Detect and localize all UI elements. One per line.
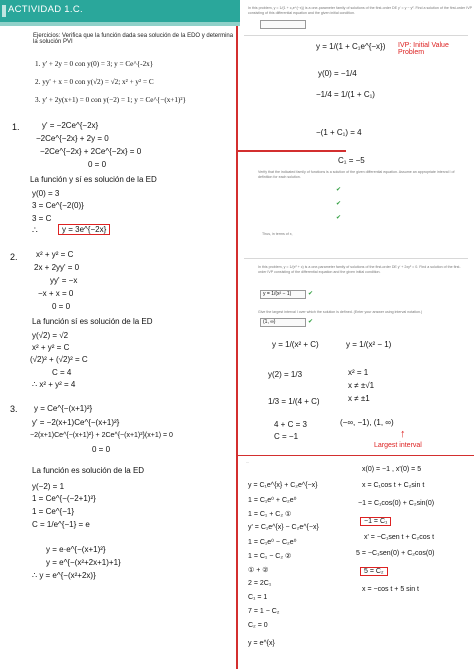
p2-line: 0 = 0 [52, 302, 71, 311]
p3-line: y' = −2(x+1)Ce^{−(x+1)²} [32, 418, 120, 427]
problem-d-text: ... [246, 460, 249, 464]
ivp2-left-line: 1/3 = 1/(4 + C) [268, 397, 320, 406]
problem-b-text: Verify that the indicated family of functions is a solution of the given differential equation. Assume an appropriate interval I of definition for each solution. [258, 170, 455, 179]
p3-line: La función es solución de la ED [32, 466, 145, 475]
bl-line: ① + ② [248, 567, 269, 574]
problem-c-answer-input[interactable]: y = 1/(x² − 1) [260, 290, 306, 299]
problem-2-number: 2. [10, 252, 18, 262]
p2-line: C = 4 [52, 368, 72, 377]
p2-line: x² + y² = C [36, 250, 74, 259]
header-accent-strip [0, 22, 240, 26]
equation-2: 2. yy' + x = 0 con y(√2) = √2; x² + y² = C [35, 78, 154, 86]
br-line: x = −cos t + 5 sin t [362, 586, 420, 593]
p1-answer-boxed: y = 3e^{−2x} [58, 224, 110, 235]
problem-3-number: 3. [10, 404, 18, 414]
p3-line: y = e·e^{−(x+1)²} [46, 545, 106, 554]
activity-header [0, 0, 240, 22]
p2-line: yy' = −x [50, 276, 78, 285]
ivp-col-line: y(0) = −1/4 [318, 69, 357, 78]
p3-line: y(−2) = 1 [32, 482, 65, 491]
bl-line: 7 = 1 − C₂ [248, 608, 280, 615]
p1-line: La función y sí es solución de la ED [30, 175, 157, 184]
p3-line: 1 = Ce^{−1} [32, 507, 75, 516]
p2-line: −x + x = 0 [38, 289, 74, 298]
bl-line: 1 = C₁ − C₂ ② [248, 553, 292, 560]
p3-line: y = e^{−(x²+2x+1)+1} [46, 558, 121, 567]
arrow-up-icon: ↑ [400, 428, 406, 440]
equation-1: 1. y' + 2y = 0 con y(0) = 3; y = Ce^{-2x} [35, 60, 154, 68]
ivp-col-line: C₁ = −5 [338, 156, 365, 165]
panel-divider [244, 258, 468, 259]
p3-line: −2(x+1)Ce^{−(x+1)²} + 2Ce^{−(x+1)²}(x+1) = 0 [30, 432, 173, 439]
p1-line: 0 = 0 [88, 160, 107, 169]
bl-line: C₂ = 0 [248, 622, 268, 629]
p2-line: (√2)² + (√2)² = C [30, 355, 88, 364]
p3-line: C = 1/e^{−1} = e [32, 520, 90, 529]
ivp-col-line: −1/4 = 1/(1 + C₁) [316, 90, 375, 99]
interval-handwritten: (−∞, −1), (1, ∞) [340, 418, 394, 427]
bl-line: y = e^{x} [248, 640, 275, 647]
bl-line: y' = C₁e^{x} − C₂e^{−x} [248, 524, 319, 531]
p1-line: −2Ce^{−2x} + 2y = 0 [36, 134, 109, 143]
equation-3: 3. y' + 2y(x+1) = 0 con y(−2) = 1; y = Ce^{−(x+1)²} [35, 96, 186, 104]
panel-divider [244, 35, 468, 36]
ivp2-left-line: y(2) = 1/3 [268, 370, 303, 379]
p2-line: y(√2) = √2 [32, 331, 69, 340]
ivp2-right-line: y = 1/(x² − 1) [346, 340, 392, 349]
ivp-col-line: y = 1/(1 + C₁e^{−x}) [316, 42, 386, 51]
bl-line: y = C₁e^{x} + C₂e^{−x} [248, 482, 318, 489]
ivp2-left-line: C = −1 [274, 432, 299, 441]
ivp2-right-line: x² = 1 [348, 368, 369, 377]
ivp2-right-line: x ≠ ±1 [348, 394, 370, 403]
br-line: 5 = −C₁sen(0) + C₂cos(0) [356, 550, 435, 557]
p3-line: 0 = 0 [92, 445, 111, 454]
ivp-col-line: −(1 + C₁) = 4 [316, 128, 362, 137]
bl-line: 1 = C₁ + C₂ ① [248, 511, 292, 518]
right-column [238, 0, 474, 669]
p3-line: ∴ y = e^{−(x²+2x)} [32, 571, 96, 580]
bl-line: 1 = C₁e⁰ + C₂e⁰ [248, 497, 297, 504]
p2-line: ∴ x² + y² = 4 [32, 380, 76, 389]
problem-1-number: 1. [12, 122, 20, 132]
largest-interval-label: Largest interval [374, 442, 422, 449]
ivp-label: IVP: Initial Value Problem [398, 42, 449, 56]
check-icon: ✔ [336, 201, 342, 207]
ivp2-right-line: x ≠ ±√1 [348, 381, 375, 390]
ivp2-left-line: y = 1/(x² + C) [272, 340, 319, 349]
p2-line: x² + y² = C [32, 343, 70, 352]
problem-a-answer-input[interactable] [260, 20, 306, 29]
br-boxed-c2: 5 = C₂ [360, 567, 388, 576]
p1-line: 3 = Ce^{−2(0)} [32, 201, 84, 210]
bl-line: 2 = 2C₁ [248, 580, 272, 587]
p2-line: 2x + 2yy' = 0 [34, 263, 80, 272]
br-initial: x(0) = −1 , x'(0) = 5 [362, 466, 422, 473]
check-icon: ✔ [336, 215, 342, 221]
problem-a-text: In this problem, y = 1/(1 + c₁e^{−x}) is a one-parameter family of solutions of the first-order DE y' = y − y². Find a solution of the first-order IVP consisting of this differential equation and the given initial condition. [248, 6, 472, 15]
p1-line: y(0) = 3 [32, 189, 60, 198]
interval-answer-input[interactable]: (1, ∞) [260, 318, 306, 327]
p1-therefore: ∴ [32, 225, 38, 235]
problem-c-text: In this problem, y = 1/(x² + c) is a one-parameter family of solutions of the first-order DE y' + 2xy² = 0. Find a solution of the first-order IVP consisting of the differential equation and the given initial condition. [258, 265, 461, 274]
p1-line: −2Ce^{−2x} + 2Ce^{−2x} = 0 [40, 147, 142, 156]
p3-line: y = Ce^{−(x+1)²} [34, 404, 93, 413]
header-marker-icon [2, 5, 6, 17]
bl-line: C₁ = 1 [248, 594, 268, 601]
interval-question-text: Give the largest interval I over which the solution is defined. (Enter your answer using interval notation.) [258, 310, 423, 314]
bl-line: 1 = C₁e⁰ − C₂e⁰ [248, 539, 297, 546]
p3-line: 1 = Ce^{−(−2+1)²} [32, 494, 96, 503]
check-icon: ✔ [308, 319, 314, 325]
br-line: x = C₁cos t + C₂sin t [362, 482, 425, 489]
p1-line: y' = −2Ce^{−2x} [42, 121, 99, 130]
br-line: x' = −C₁sen t + C₂cos t [364, 534, 435, 541]
instructions-text: Ejercicios: Verifica que la función dada sea solución de la EDO y determina la solución PVI [33, 33, 234, 45]
br-line: −1 = C₁cos(0) + C₂sin(0) [358, 500, 435, 507]
check-icon: ✔ [336, 187, 342, 193]
p2-line: La función sí es solución de la ED [32, 317, 153, 326]
check-icon: ✔ [308, 291, 314, 297]
ivp2-left-line: 4 + C = 3 [274, 420, 307, 429]
br-boxed-c1: −1 = C₁ [360, 517, 391, 526]
equations-list [35, 60, 186, 114]
p1-line: 3 = C [32, 214, 52, 223]
problem-b-text2: Thus, in terms of x, [262, 232, 293, 236]
activity-title: ACTIVIDAD 1.C. [8, 4, 83, 15]
